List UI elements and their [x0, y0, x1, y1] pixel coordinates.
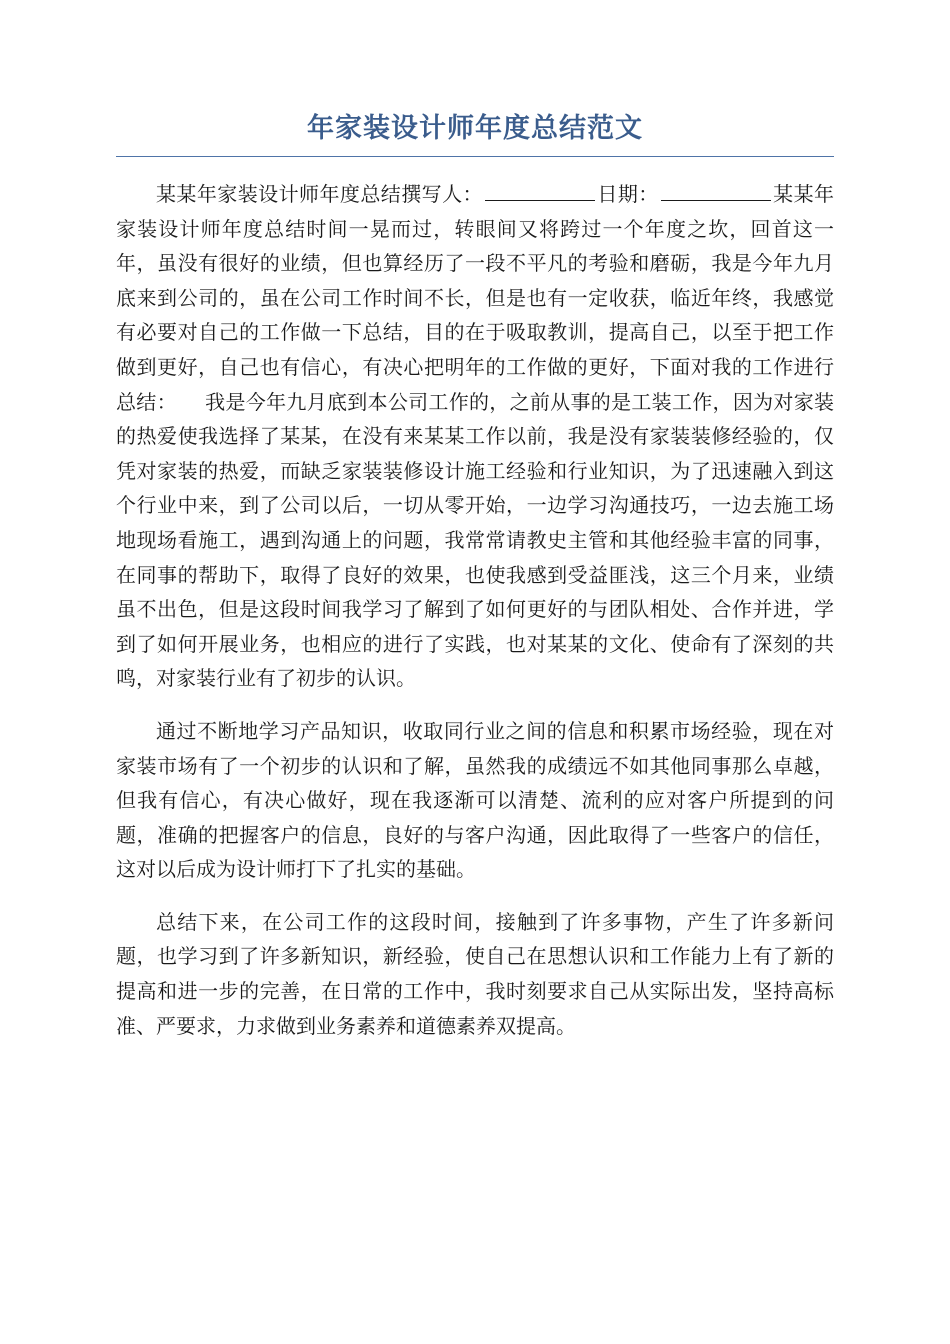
- body-paragraph-2: 总结下来，在公司工作的这段时间，接触到了许多事物，产生了许多新问题，也学习到了许多新知识，新经验，使自己在思想认识和工作能力上有了新的提高和进一步的完善，在日常的工作中，我时刻要求自己从实际出发，坚持高标准、严要求，力求做到业务素养和道德素养双提高。: [116, 909, 834, 1038]
- intro-second-text: 我是今年九月底到本公司工作的，之前从事的是工装工作，因为对家装的热爱使我选择了某某，在没有来某某工作以前，我是没有家装装修经验的，仅凭对家装的热爱，而缺乏家装装修设计施工经验和行业知识，为了迅速融入到这个行业中来，到了公司以后，一切从零开始，一边学习沟通技巧，一边去施工场地现场看施工，遇到沟通上的问题，我常常请教史主管和其他经验丰富的同事，在同事的帮助下，取得了良好的效果，也使我感到受益匪浅，这三个月来，业绩虽不出色，但是这段时间我学习了解到了如何更好的与团队相处、合作并进，学到了如何开展业务，也相应的进行了实践，也对某某的文化、使命有了深刻的共鸣，对家装行业有了初步的认识。: [116, 389, 835, 691]
- date-blank: [661, 178, 771, 201]
- date-label: 日期：: [596, 182, 659, 206]
- author-label: 某某年家装设计师年度总结撰写人：: [156, 182, 483, 206]
- document-title: 年家装设计师年度总结范文: [116, 110, 834, 157]
- body-paragraph-1: 通过不断地学习产品知识，收取同行业之间的信息和积累市场经验，现在对家装市场有了一个初步的认识和了解，虽然我的成绩远不如其他同事那么卓越，但我有信心，有决心做好，现在我逐渐可以清楚、流利的应对客户所提到的问题，准确的把握客户的信息，良好的与客户沟通，因此取得了一些客户的信任，这对以后成为设计师打下了扎实的基础。: [116, 718, 834, 882]
- document-page: [116, 110, 834, 1061]
- intro-paragraph: [116, 177, 834, 696]
- document-body: [116, 177, 834, 1043]
- intro-text: 某某年家装设计师年度总结时间一晃而过，转眼间又将跨过一个年度之坎，回首这一年，虽没有很好的业绩，但也算经历了一段不平凡的考验和磨砺，我是今年九月底来到公司的，虽在公司工作时间不长，但是也有一定收获，临近年终，我感觉有必要对自己的工作做一下总结，目的在于吸取教训，提高自己，以至于把工作做到更好，自己也有信心，有决心把明年的工作做的更好，下面对我的工作进行总结：: [116, 182, 835, 414]
- author-blank: [485, 178, 595, 201]
